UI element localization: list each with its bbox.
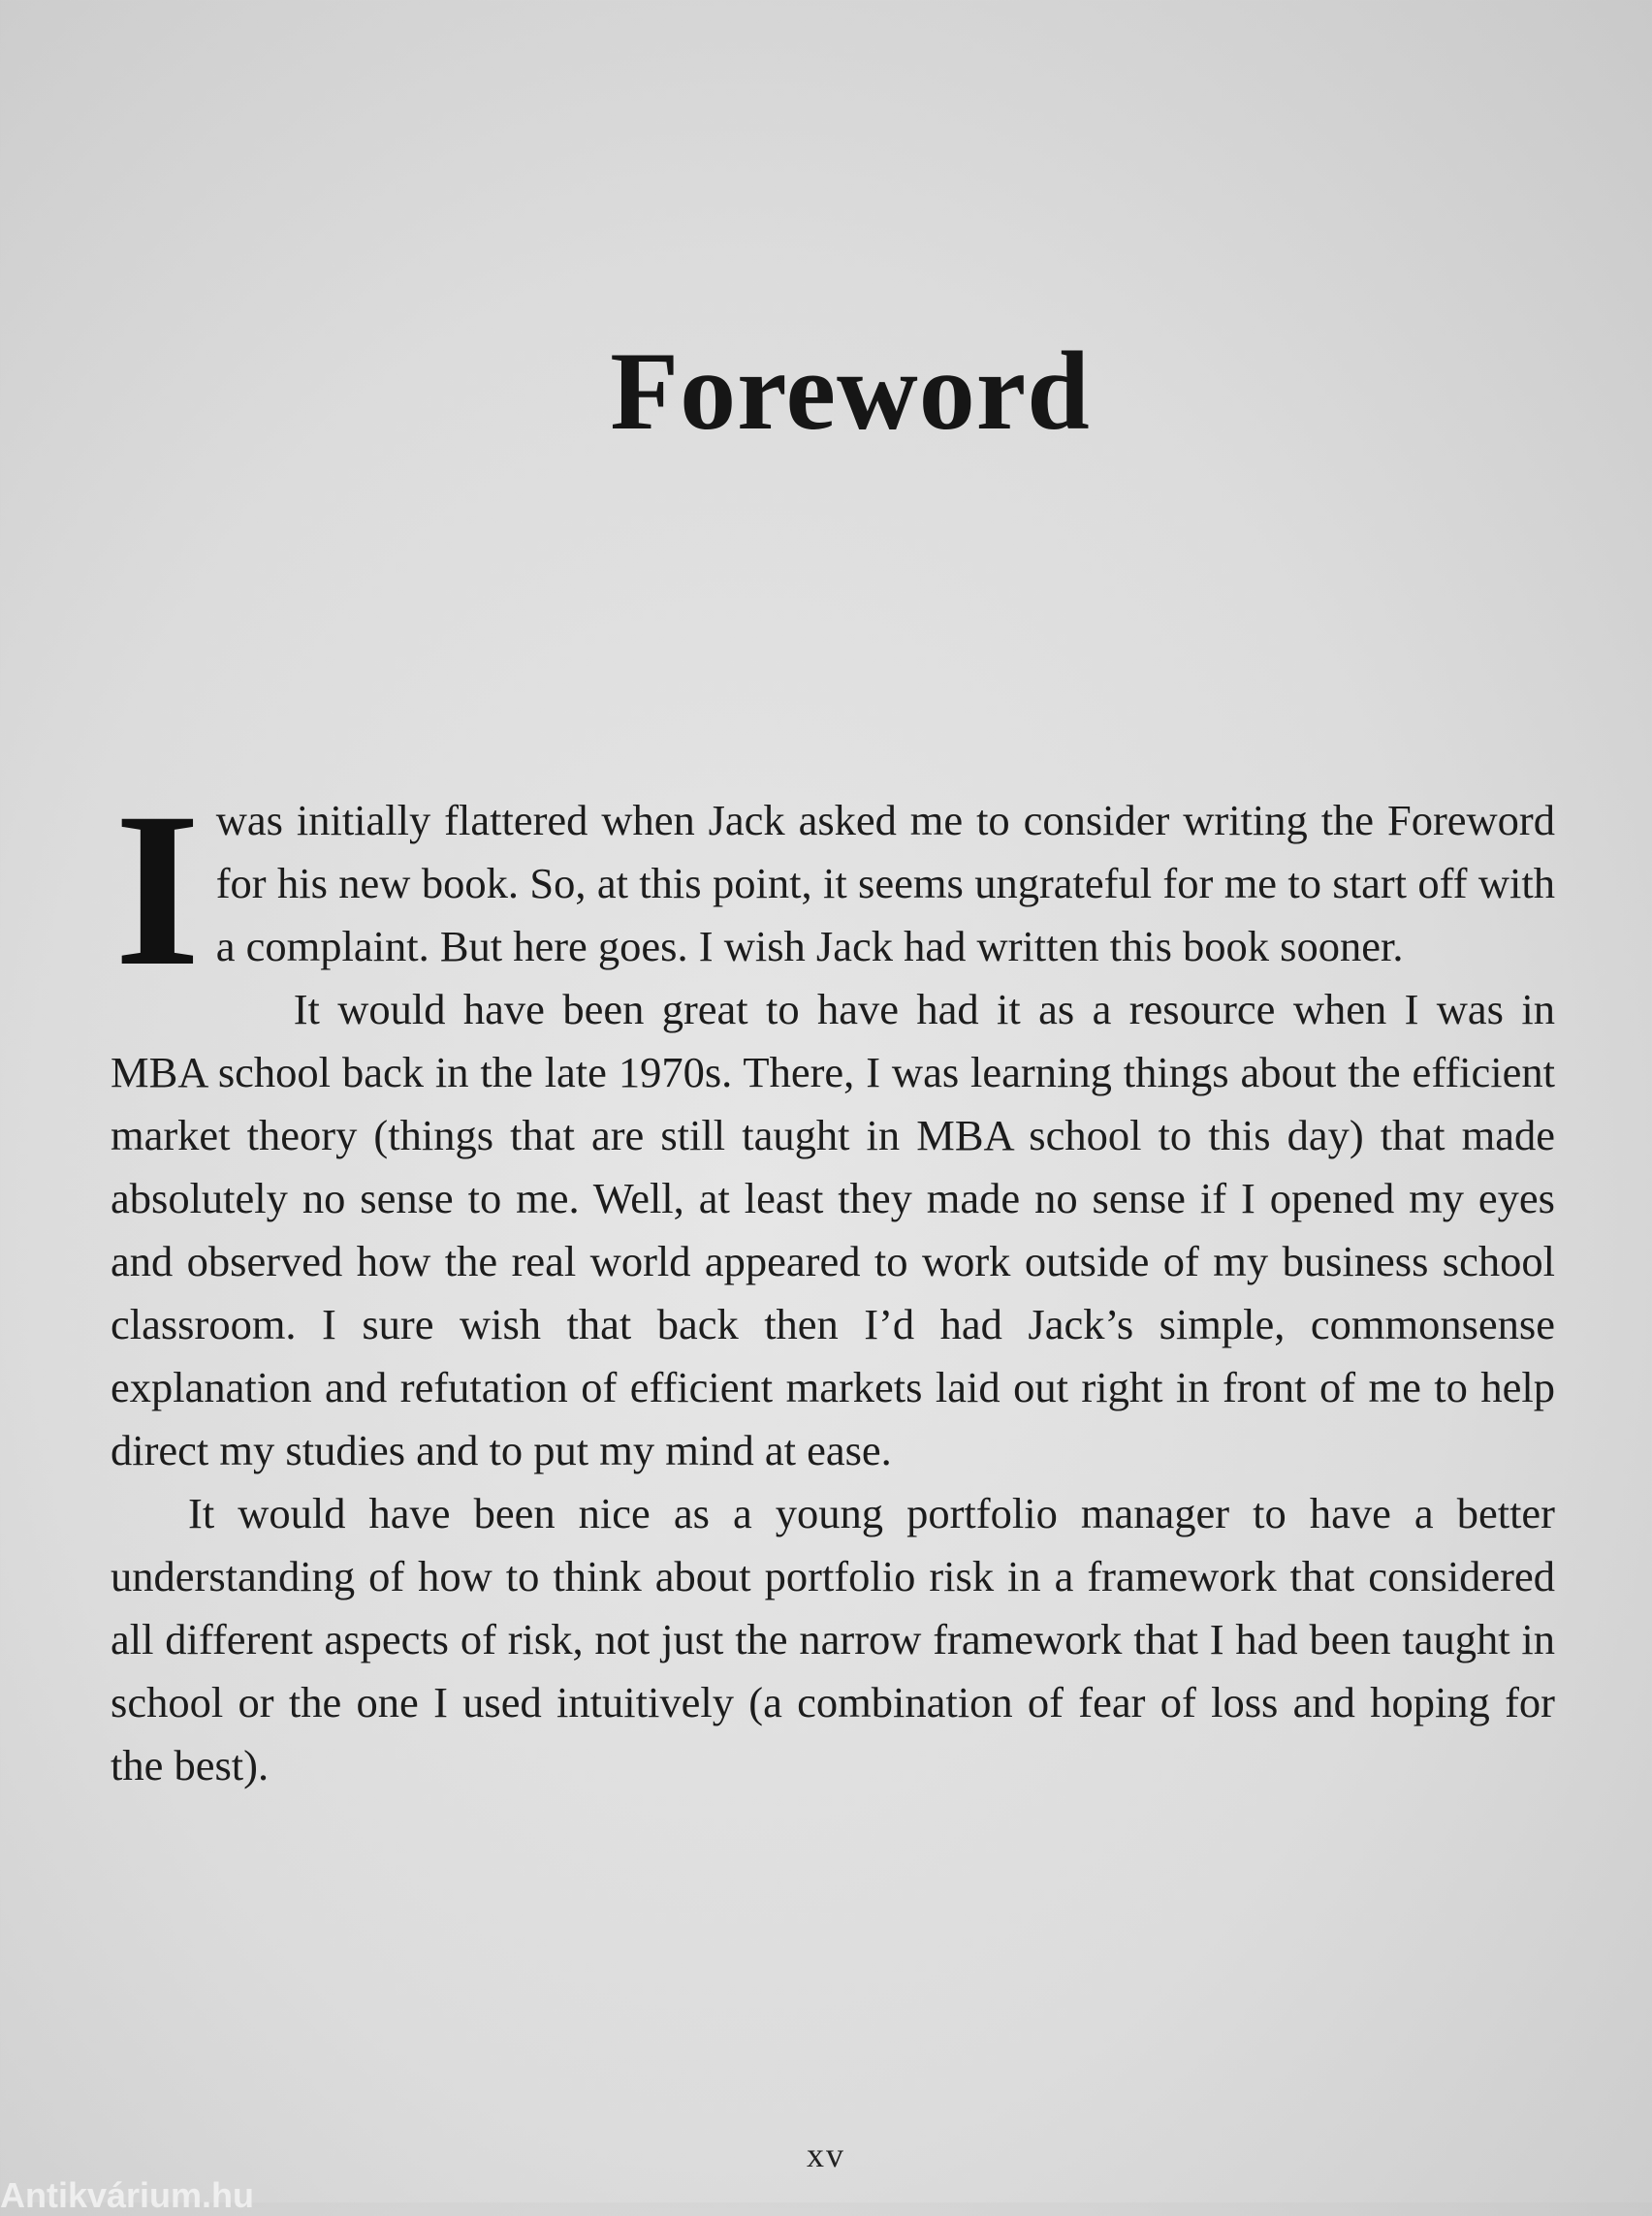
body-text [111, 768, 1555, 1797]
drop-cap: I [114, 768, 201, 1012]
paragraph-1 [111, 768, 1555, 1012]
watermark: Antikvárium.hu [0, 2175, 255, 2215]
paragraph-1-text: was initially flattered when Jack asked me to consider writing the Foreword for his new book. So, at this point, it seems ungrateful for me to start off with a complaint. But here goes. I wish Jack had written this book sooner. [215, 796, 1555, 970]
paragraph-2: It would have been great to have had it as a resource when I was in MBA school back in the late 1970s. There, I was learning things about the efficient market theory (things that are still taught in MBA school to this day) that made absolutely no sense to me. Well, at least they made no sense if I opened my eyes and observed how the real world appeared to work outside of my business school classroom. I sure wish that back then I’d had Jack’s simple, commonsense explanation and refutation of efficient markets laid out right in front of me to help direct my studies and to put my mind at ease. [111, 985, 1555, 1474]
page-number: xv [807, 2136, 845, 2174]
paragraph-3: It would have been nice as a young portfolio manager to have a better understanding of how to think about portfolio risk in a framework that considered all different aspects of risk, not just the narrow framework that I had been taught in school or the one I used intuitively (a combination of fear of loss and hoping for the best). [111, 1489, 1555, 1789]
chapter-title: Foreword [610, 329, 1091, 454]
